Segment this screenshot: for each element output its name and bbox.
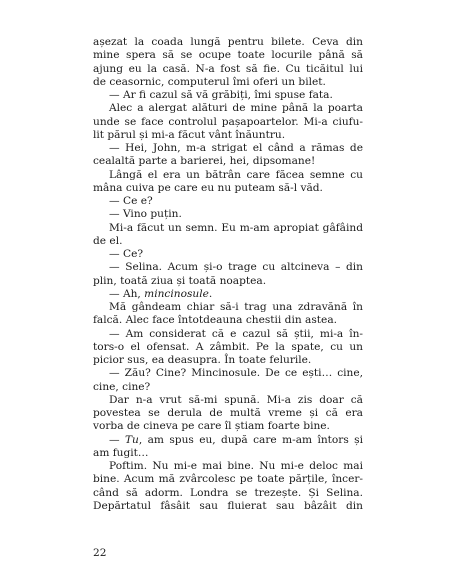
text-line: cine, cine? — [93, 380, 151, 393]
text-line: cealaltă parte a barierei, hei, dipsomane! — [93, 155, 316, 168]
body-text — [93, 36, 363, 513]
text-line: Mi-a făcut un semn. Eu m-am apropiat gâfâind — [109, 221, 363, 234]
italic-word: Tu — [124, 433, 139, 446]
page-number: 22 — [93, 547, 107, 559]
text-line: — Zău? Cine? Mincinosule. De ce ești… cine, — [109, 367, 363, 380]
text-line: lit părul și mi-a făcut vânt înăuntru. — [93, 128, 286, 141]
text-line: Mă gândeam chiar să-i trag una zdravănă în — [109, 301, 363, 313]
text-line: Lângă el era un bătrân care făcea semne cu — [109, 168, 363, 181]
text-line: de ceasornic, computerul îmi oferi un bilet. — [93, 75, 326, 88]
text-line: — Ce? — [109, 248, 144, 260]
text-line: — Ar fi cazul să vă grăbiți, îmi spuse fata. — [109, 89, 333, 101]
text-line: când să adorm. Londra se trezește. Și Selina. — [93, 486, 363, 499]
text-line: Dar n-a vrut să-mi spună. Mi-a zis doar că — [109, 393, 363, 406]
text-line: unde se face controlul pașapoartelor. Mi-a ciufu- — [93, 115, 363, 128]
text-line: bine. Acum mă zvârcolesc pe toate părțile, încer- — [93, 473, 363, 486]
text-line: — Ah, mincinosule. — [109, 287, 213, 300]
text-line: așezat la coada lungă pentru bilete. Ceva din — [93, 36, 363, 48]
text-line: plin, toată ziua și toată noaptea. — [93, 274, 267, 287]
text-line: vorba de cineva pe care îl știam foarte bine. — [93, 420, 330, 433]
text-line: picior sus, ea deasupra. În toate felurile. — [93, 354, 312, 366]
text-line: — Am considerat că e cazul să știi, mi-a în- — [109, 327, 363, 340]
text-line: povestea se derula de multă vreme și că era — [93, 407, 363, 419]
text-line: falcă. Alec face întotdeauna chestii din astea. — [93, 314, 338, 327]
text-line: mâna cuiva pe care eu nu puteam să-l văd. — [93, 181, 323, 194]
text-line: Alec a alergat alături de mine până la poarta — [109, 102, 363, 115]
text-line: ajung eu la casă. N-a fost să fie. Cu ticăitul lui — [93, 62, 363, 75]
text-line: de el. — [93, 234, 123, 247]
text-line: Depărtatul fâsâit sau fluierat sau bâzâit din — [93, 499, 363, 512]
text-line: — Ce e? — [109, 195, 153, 207]
text-line: — Selina. Acum și-o trage cu altcineva – din — [109, 261, 363, 274]
text-line: — Vino puțin. — [109, 208, 182, 221]
text-line: — Hei, John, m-a strigat el când a rămas de — [109, 142, 363, 154]
italic-word: mincinosule — [144, 287, 209, 300]
text-line: — Tu, am spus eu, după care m-am întors și — [109, 433, 363, 446]
text-line: Poftim. Nu mi-e mai bine. Nu mi-e deloc mai — [109, 460, 363, 472]
text-line: mine spera să se ocupe toate locurile până să — [93, 49, 363, 62]
text-line: am fugit… — [93, 446, 149, 459]
text-line: tors-o el ofensat. A zâmbit. Pe la spate, cu un — [93, 340, 363, 353]
